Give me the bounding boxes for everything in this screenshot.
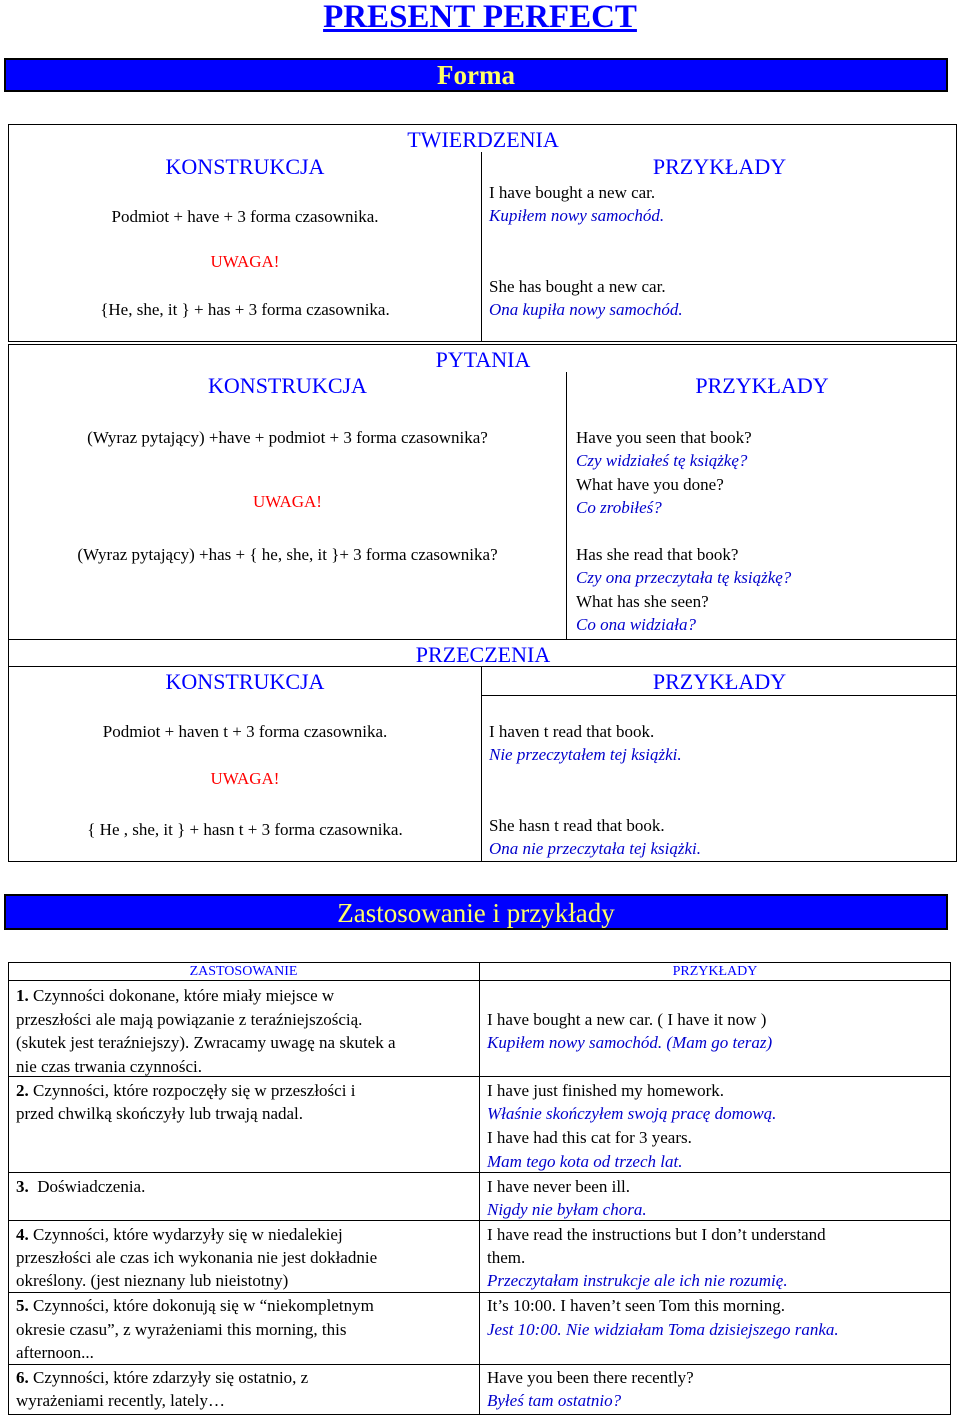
pytania-example-pl: Co zrobiłeś? — [576, 498, 662, 517]
usage-row-text: Czynności, które dokonują się w “niekompletnym — [33, 1296, 374, 1315]
usage-example-pl: Przeczytałam instrukcje ale ich nie rozumię. — [487, 1271, 788, 1290]
usage-col-header-zastosowanie: ZASTOSOWANIE — [189, 964, 298, 979]
przeczenia-uwaga: UWAGA! — [210, 769, 280, 788]
twierdzenia-rule-have: Podmiot + have + 3 forma czasownika. — [111, 207, 379, 226]
przeczenia-example-en: I haven t read that book. — [489, 722, 655, 741]
usage-row-4-desc — [16, 1223, 343, 1246]
pytania-example-en: Has she read that book? — [576, 545, 739, 564]
usage-row-text: przed chwilką skończyły lub trwają nadal. — [16, 1104, 304, 1123]
pytania-przyklady-header: PRZYKŁADY — [695, 373, 829, 398]
twierdzenia-example-pl: Kupiłem nowy samochód. — [489, 206, 665, 225]
pytania-example-en: What have you done? — [576, 475, 724, 494]
usage-row-number: 2. — [16, 1081, 29, 1100]
page-title: PRESENT PERFECT — [323, 0, 637, 35]
usage-row-text: Czynności, które zdarzyły się ostatnio, z — [33, 1368, 309, 1387]
usage-row-divider — [8, 1220, 951, 1221]
przeczenia-przyklady-header: PRZYKŁADY — [652, 669, 787, 694]
usage-row-5-desc — [16, 1294, 374, 1317]
pytania-konstrukcja-header: KONSTRUKCJA — [208, 373, 367, 398]
usage-example-en: Have you been there recently? — [487, 1368, 694, 1387]
usage-row-text: Doświadczenia. — [37, 1177, 146, 1196]
section-bar-zastosowanie — [4, 894, 948, 930]
usage-row-text: przeszłości ale mają powiązanie z teraźniejszością. — [16, 1010, 363, 1029]
twierdzenia-example-pl: Ona kupiła nowy samochód. — [489, 300, 683, 319]
usage-row-3-desc — [16, 1175, 145, 1198]
usage-example-pl: Nigdy nie byłam chora. — [487, 1200, 647, 1219]
usage-example-pl: Właśnie skończyłem swoją pracę domową. — [487, 1104, 777, 1123]
usage-row-text: nie czas trwania czynności. — [16, 1057, 202, 1076]
przeczenia-rule-have: Podmiot + haven t + 3 forma czasownika. — [102, 722, 388, 741]
usage-example-en: them. — [487, 1248, 526, 1267]
usage-row-text: afternoon... — [16, 1343, 94, 1362]
usage-row-text: okresie czasu”, z wyrażeniami this morning, this — [16, 1320, 347, 1339]
twierdzenia-example-en: She has bought a new car. — [489, 277, 666, 296]
przeczenia-example-pl: Ona nie przeczytała tej książki. — [489, 839, 701, 858]
usage-row-text: Czynności, które rozpoczęły się w przeszłości i — [33, 1081, 356, 1100]
usage-row-text: Czynności dokonane, które miały miejsce w — [33, 986, 335, 1005]
przeczenia-heading: PRZECZENIA — [415, 642, 551, 667]
usage-row-number: 5. — [16, 1296, 29, 1315]
usage-example-pl: Mam tego kota od trzech lat. — [487, 1152, 683, 1171]
usage-row-number: 3. — [16, 1177, 29, 1196]
pytania-example-pl: Czy widziałeś tę książkę? — [576, 451, 748, 470]
usage-example-pl: Byłeś tam ostatnio? — [487, 1391, 622, 1410]
pytania-example-en: Have you seen that book? — [576, 428, 752, 447]
pytania-example-pl: Czy ona przeczytała tę książkę? — [576, 568, 792, 587]
usage-row-text: (skutek jest teraźniejszy). Zwracamy uwagę na skutek a — [16, 1033, 396, 1052]
twierdzenia-konstrukcja-header: KONSTRUKCJA — [165, 154, 325, 179]
usage-row-text: Czynności, które wydarzyły się w niedalekiej — [33, 1225, 343, 1244]
pytania-example-en: What has she seen? — [576, 592, 709, 611]
usage-example-pl: Kupiłem nowy samochód. (Mam go teraz) — [487, 1033, 773, 1052]
pytania-example-pl: Co ona widziała? — [576, 615, 696, 634]
usage-row-divider — [8, 1292, 951, 1293]
usage-row-text: przeszłości ale czas ich wykonania nie jest dokładnie — [16, 1248, 378, 1267]
section-bar-forma — [4, 58, 948, 92]
usage-example-en: I have never been ill. — [487, 1177, 631, 1196]
usage-example-en: I have just finished my homework. — [487, 1081, 725, 1100]
usage-row-1-desc — [16, 984, 334, 1007]
twierdzenia-uwaga: UWAGA! — [210, 252, 280, 271]
usage-column-divider — [479, 962, 480, 1415]
przeczenia-konstrukcja-header: KONSTRUKCJA — [165, 669, 325, 694]
usage-row-text: wyrażeniami recently, lately… — [16, 1391, 225, 1410]
twierdzenia-rule-has: {He, she, it } + has + 3 forma czasownika. — [100, 300, 390, 319]
twierdzenia-example-en: I have bought a new car. — [489, 183, 656, 202]
section-bar-zastosowanie-label: Zastosowanie i przykłady — [337, 898, 615, 928]
usage-row-number: 6. — [16, 1368, 29, 1387]
usage-row-2-desc — [16, 1079, 355, 1102]
section-bar-forma-label: Forma — [437, 60, 515, 90]
usage-row-divider — [8, 1172, 951, 1173]
usage-row-divider — [8, 980, 951, 981]
przeczenia-rule-has: { He , she, it } + hasn t + 3 forma czasownika. — [87, 820, 403, 839]
twierdzenia-heading: TWIERDZENIA — [407, 127, 559, 152]
pytania-uwaga: UWAGA! — [253, 492, 322, 511]
usage-example-en: I have bought a new car. ( I have it now ) — [487, 1010, 767, 1029]
usage-row-number: 1. — [16, 986, 29, 1005]
usage-example-en: I have had this cat for 3 years. — [487, 1128, 692, 1147]
usage-example-en: It’s 10:00. I haven’t seen Tom this morning. — [487, 1296, 786, 1315]
usage-row-6-desc — [16, 1366, 308, 1389]
usage-col-header-przyklady: PRZYKŁADY — [672, 964, 758, 979]
przeczenia-example-en: She hasn t read that book. — [489, 816, 665, 835]
usage-example-pl: Jest 10:00. Nie widziałam Toma dzisiejszego ranka. — [487, 1320, 839, 1339]
twierdzenia-przyklady-header: PRZYKŁADY — [652, 154, 787, 179]
pytania-heading: PYTANIA — [435, 347, 531, 372]
pytania-rule-have: (Wyraz pytający) +have + podmiot + 3 forma czasownika? — [87, 428, 488, 447]
usage-row-text: określony. (jest nieznany lub nieistotny) — [16, 1271, 289, 1290]
przeczenia-example-pl: Nie przeczytałem tej książki. — [489, 745, 682, 764]
usage-row-number: 4. — [16, 1225, 29, 1244]
pytania-rule-has: (Wyraz pytający) +has + { he, she, it }+ 3 forma czasownika? — [77, 545, 498, 564]
usage-row-divider — [8, 1364, 951, 1365]
usage-example-en: I have read the instructions but I don’t understand — [487, 1225, 826, 1244]
